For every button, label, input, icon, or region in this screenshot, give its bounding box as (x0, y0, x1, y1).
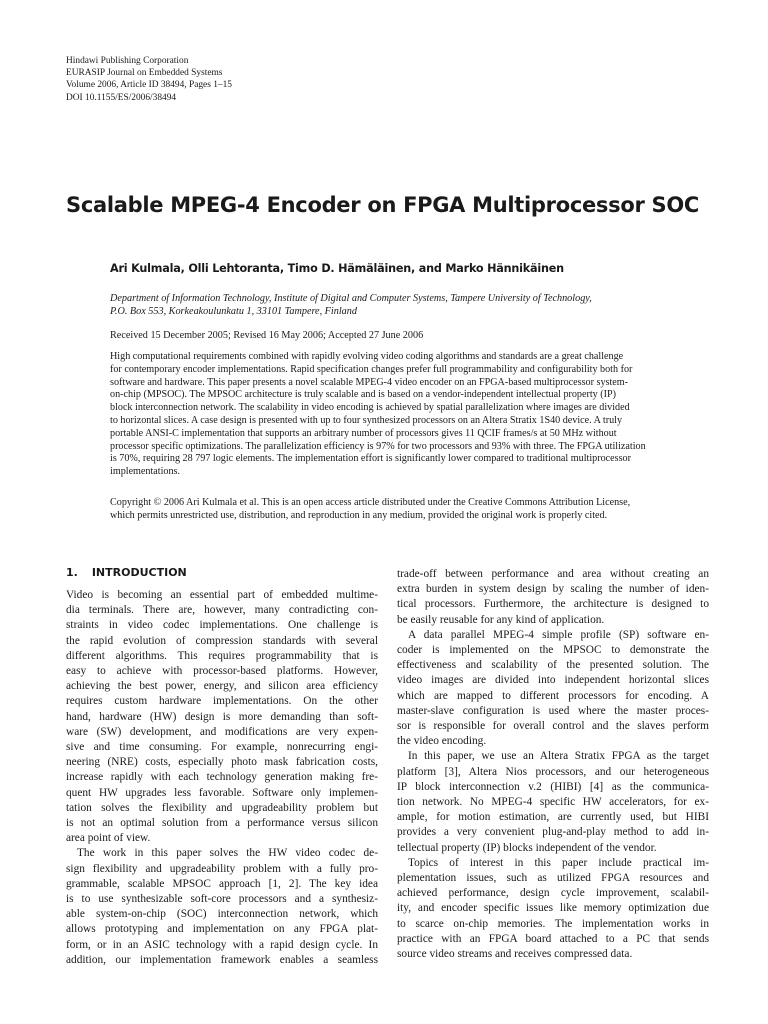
copyright-line: which permits unrestricted use, distribution, and reproduction in any medium, provided the original work is properly cited. (110, 510, 608, 521)
body-line: tellectual property (IP) blocks independent of the vendor. (397, 841, 657, 854)
section-heading (66, 566, 187, 579)
body-line: to scarce on-chip memories. The implementation works in (397, 917, 709, 930)
body-line: extra burden in system design by scaling the number of iden- (397, 583, 709, 596)
abstract-line: block interconnection network. The scalability in video encoding is achieved by spatial parallelization where images are divided (110, 402, 630, 414)
body-line: platform [3], Altera Nios processors, and our heterogeneous (397, 765, 709, 778)
body-line: ware (SW) development, and modifications are very expen- (66, 725, 378, 738)
abstract-line: High computational requirements combined with rapidly evolving video coding algorithms and standards are a great challenge (110, 351, 624, 362)
section-number: 1. (66, 566, 78, 579)
body-line: allows prototyping and implementation on any FPGA plat- (66, 923, 378, 936)
body-line: tical processors. Furthermore, the architecture is designed to (397, 598, 709, 611)
body-line: sor is responsible for overall control and the slaves perform (397, 720, 709, 733)
body-line: source video streams and receives compressed data. (397, 948, 633, 961)
body-line: be easily reusable for any kind of application. (397, 613, 605, 626)
body-line: Topics of interest in this paper include practical im- (408, 856, 709, 869)
abstract (110, 351, 706, 479)
affiliation-line: Department of Information Technology, Institute of Digital and Computer Systems, Tampere University of Technology, (110, 293, 592, 304)
body-line: ample, for motion estimation, are currently used, but HIBI (397, 811, 709, 824)
body-line: tation solves the flexibility and upgradeability problem but (66, 801, 378, 814)
body-line: achieving the best power, energy, and silicon area efficiency (66, 680, 378, 693)
abstract-line: to horizontal slices. A case design is presented with up to four synthesized processors on an Altera Stratix 1S40 device. A truly (110, 414, 623, 426)
affiliation (110, 292, 710, 318)
body-line: dia terminals. There are, however, many contradicting con- (66, 604, 378, 617)
publisher-line: Hindawi Publishing Corporation (66, 56, 189, 66)
body-line: The work in this paper solves the HW video codec de- (77, 847, 378, 860)
body-line: neering (NRE) costs, especially photo mask fabrication costs, (66, 756, 378, 769)
body-line: trade-off between performance and area without creating an (397, 568, 709, 580)
abstract-line: is 70%, requiring 28 797 logic elements. The implementation effort is significantly lower compared to traditional multiprocessor (110, 453, 631, 465)
body-line: the rapid evolution of compression standards with several (66, 634, 378, 647)
body-line: achieved performance, design cycle improvement, scalabil- (397, 887, 709, 900)
body-line: In this paper, we use an Altera Stratix FPGA as the target (408, 750, 709, 763)
volume-line: Volume 2006, Article ID 38494, Pages 1–15 (66, 80, 232, 91)
body-line: effectiveness and scalability of the presented solution. The (397, 659, 709, 672)
publication-info (66, 55, 466, 104)
right-column (397, 567, 709, 962)
body-line: ity, and encoder specific issues like memory optimization due (397, 902, 709, 915)
journal-line: EURASIP Journal on Embedded Systems (66, 68, 223, 79)
body-line: able system-on-chip (SOC) interconnection network, which (66, 908, 378, 921)
abstract-line: software and hardware. This paper presents a novel scalable MPEG-4 video encoder on an FPGA-based multiprocessor system- (110, 376, 629, 388)
body-line: plementation issues, such as utilized FPGA resources and (397, 872, 709, 885)
body-line: area point of view. (66, 832, 151, 845)
body-line: addition, our implementation framework enables a seamless (66, 953, 378, 966)
abstract-line: for contemporary encoder implementations. Rapid specification changes prefer full programmability and configurability both for (110, 363, 633, 375)
body-line: provides a very convenient plug-and-play method to add in- (397, 826, 709, 839)
abstract-line: implementations. (110, 466, 181, 478)
body-line: easy to achieve with processor-based platforms. However, (66, 665, 378, 678)
copyright-line: Copyright © 2006 Ari Kulmala et al. This is an open access article distributed under the Creative Commons Attribution License, (110, 497, 631, 508)
abstract-line: portable ANSI-C implementation that supports an arbitrary number of processors gives 11 QCIF frames/s at 50 MHz without (110, 427, 617, 439)
abstract-line: processor specific optimizations. The parallelization efficiency is 97% for two processors and 93% with three. The FPGA utilization (110, 440, 646, 452)
body-line: straints in video codec implementations. One challenge is (66, 619, 378, 632)
body-line: is not an optimal solution from a performance versus silicon (66, 817, 378, 830)
body-line: A data parallel MPEG-4 simple profile (SP) software en- (408, 628, 709, 641)
left-column (66, 588, 378, 968)
copyright-notice (110, 496, 710, 522)
abstract-line: on-chip (MPSOC). The MPSOC architecture is truly scalable and is based on a vendor-independent intellectual property (IP) (110, 389, 617, 401)
body-line: tion network. No MPEG-4 specific HW accelerators, for ex- (397, 796, 709, 809)
received-dates: Received 15 December 2005; Revised 16 May 2006; Accepted 27 June 2006 (110, 330, 424, 341)
body-line: hand, hardware (HW) design is more demanding than soft- (66, 710, 378, 723)
body-line: requires custom hardware implementations. On the other (66, 695, 378, 708)
paper-title: Scalable MPEG-4 Encoder on FPGA Multiprocessor SOC (66, 193, 700, 217)
body-line: coder is implemented on the MPSOC to demonstrate the (397, 644, 709, 657)
body-line: is to use synthesizable soft-core processors and a synthesiz- (66, 893, 378, 906)
body-line: which are mapped to different processors for encoding. A (397, 689, 709, 702)
body-line: quent HW upgrades less favorable. Software only implemen- (66, 786, 378, 799)
body-line: Video is becoming an essential part of embedded multime- (66, 589, 378, 601)
body-line: grammable, scalable MPSOC approach [1, 2]. The key idea (66, 877, 378, 890)
author-list: Ari Kulmala, Olli Lehtoranta, Timo D. Hämäläinen, and Marko Hännikäinen (110, 262, 564, 275)
body-line: practice with an FPGA board attached to a PC that sends (397, 932, 709, 945)
body-line: increase rapidly with each technology generation making fre- (66, 771, 378, 784)
body-line: form, or in an ASIC technology with a rapid design cycle. In (66, 938, 378, 951)
body-line: different algorithms. This requires programmability that is (66, 649, 378, 662)
affiliation-line: P.O. Box 553, Korkeakoulunkatu 1, 33101 Tampere, Finland (110, 306, 357, 317)
doi-line: DOI 10.1155/ES/2006/38494 (66, 92, 177, 103)
body-line: sign flexibility and upgradeability problem with a fully pro- (66, 862, 378, 875)
body-line: video images are divided into independent horizontal slices (397, 674, 709, 687)
body-line: the video encoding. (397, 735, 487, 748)
section-title: INTRODUCTION (91, 566, 187, 579)
body-line: master-slave configuration is used where the master proces- (397, 704, 709, 717)
body-line: sive and time consuming. For example, nonrecurring engi- (66, 741, 378, 754)
body-line: IP block interconnection v.2 (HIBI) [4] as the communica- (397, 780, 709, 793)
